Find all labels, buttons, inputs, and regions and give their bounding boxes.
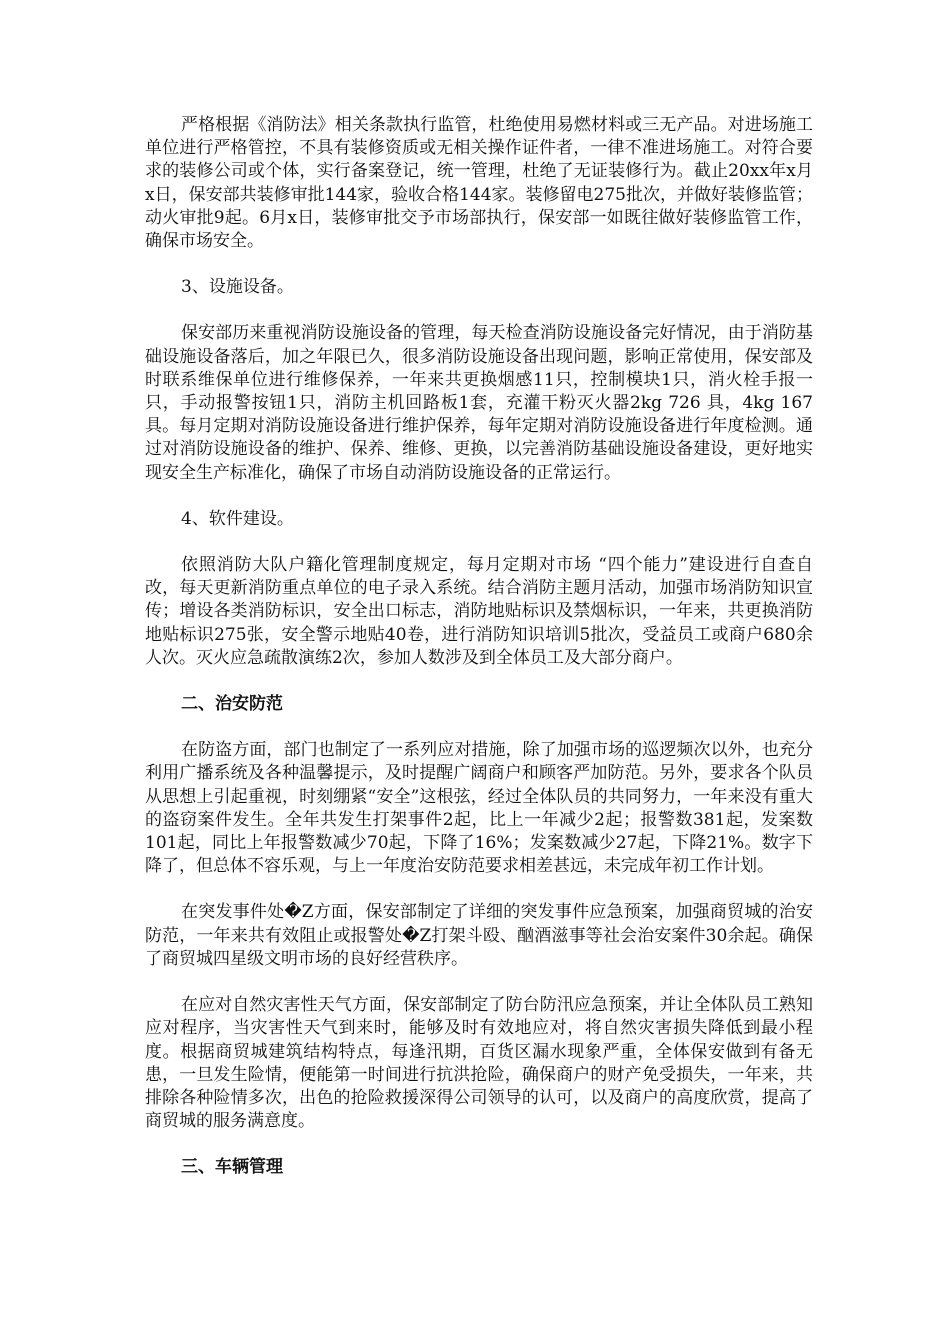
paragraph-emergency-handling: 在突发事件处�Z方面，保安部制定了详细的突发事件应急预案，加强商贸城的治安防范，一年来共有效阻止或报警处�Z打架斗殴、酗酒滋事等社会治安案件30余起。确保了商贸城四星级文明市场的良好经营秩序。 bbox=[145, 902, 813, 969]
section-title-public-security: 二、治安防范 bbox=[181, 694, 283, 715]
paragraph-facilities: 保安部历来重视消防设施设备的管理，每天检查消防设施设备完好情况，由于消防基础设施设备落后，加之年限已久，很多消防设施设备出现问题，影响正常使用，保安部及时联系维保单位进行维修保养，一年来共更换烟感11只，控制模块1只，消火栓手报一只，手动报警按钮1只，消防主机回路板1套，充灌干粉灭火器2kg 726 具，4kg 167 具。每月定期对消防设施设备进行维护保养，每年定期对消防设施设备进行年度检测。通过对消防设施设备的维护、保养、维修、更换，以完善消防基础设施设备建设，更好地实现安全生产标准化，确保了市场自动消防设施设备的正常运行。 bbox=[145, 323, 813, 483]
subheading-facilities: 3、设施设备。 bbox=[181, 277, 294, 298]
document-page bbox=[145, 114, 813, 1203]
section-title-vehicle-management: 三、车辆管理 bbox=[181, 1157, 283, 1178]
paragraph-disaster-response: 在应对自然灾害性天气方面，保安部制定了防台防汛应急预案，并让全体队员工熟知应对程序，当灾害性天气到来时，能够及时有效地应对，将自然灾害损失降低到最小程度。根据商贸城建筑结构特点，每逢汛期，百货区漏水现象严重，全体保安做到有备无患，一旦发生险情，便能第一时间进行抗洪抢险，确保商户的财产免受损失，一年来，共排除各种险情多次，出色的抢险救援深得公司领导的认可，以及商户的高度欣赏，提高了商贸城的服务满意度。 bbox=[145, 995, 813, 1132]
paragraph-renovation-supervision: 严格根据《消防法》相关条款执行监管，杜绝使用易燃材料或三无产品。对进场施工单位进行严格管控，不具有装修资质或无相关操作证件者，一律不准进场施工。对符合要求的装修公司或个体，实行备案登记，统一管理，杜绝了无证装修行为。截止20xx年x月x日，保安部共装修审批144家，验收合格144家。装修留电275批次，并做好装修监管；动火审批9起。6月x日，装修审批交予市场部执行，保安部一如既往做好装修监管工作，确保市场安全。 bbox=[145, 115, 813, 252]
paragraph-software: 依照消防大队户籍化管理制度规定，每月定期对市场 “四个能力”建设进行自查自改，每天更新消防重点单位的电子录入系统。结合消防主题月活动，加强市场消防知识宣传；增设各类消防标识，安全出口标志，消防地贴标识及禁烟标识，一年来，共更换消防地贴标识275张，安全警示地贴40卷，进行消防知识培训5批次，受益员工或商户680余人次。灭火应急疏散演练2次，参加人数涉及到全体员工及大部分商户。 bbox=[145, 555, 813, 668]
paragraph-theft-prevention: 在防盗方面，部门也制定了一系列应对措施，除了加强市场的巡逻频次以外，也充分利用广播系统及各种温馨提示，及时提醒广阔商户和顾客严加防范。另外，要求各个队员从思想上引起重视，时刻绷紧“安全”这根弦，经过全体队员的共同努力，一年来没有重大的盗窃案件发生。全年共发生打架事件2起，比上一年减少2起；报警数381起，发案数101起，同比上年报警数减少70起，下降了16%；发案数减少27起，下降21%。数字下降了，但总体不容乐观，与上一年度治安防范要求相差甚远，未完成年初工作计划。 bbox=[145, 740, 813, 877]
subheading-software: 4、软件建设。 bbox=[181, 508, 294, 529]
